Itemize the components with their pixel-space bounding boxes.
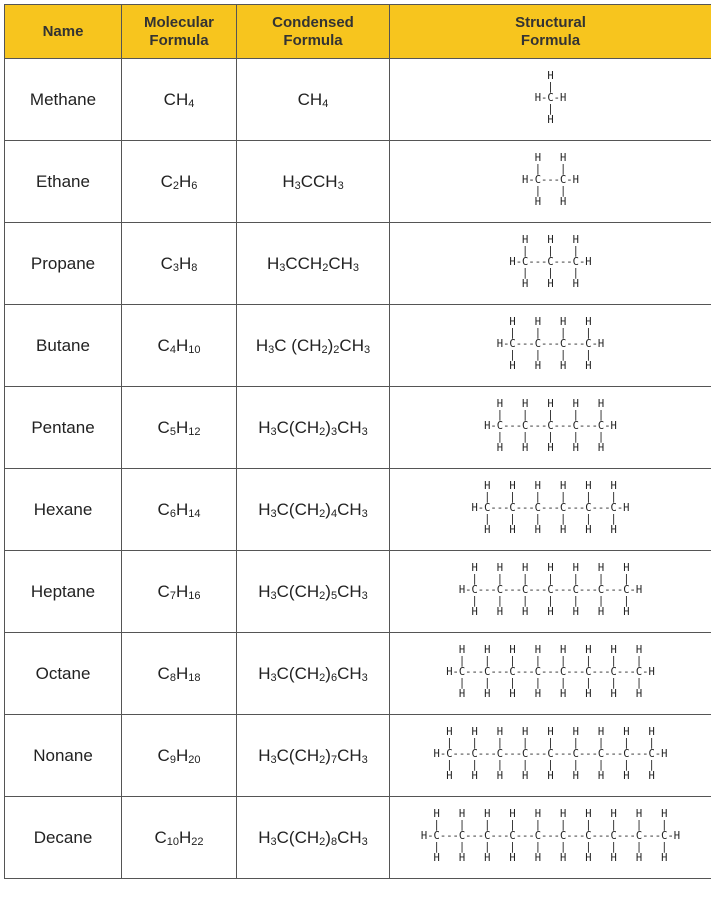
condensed-formula: $H_3C(CH_2)_5CH_3$ — [237, 551, 390, 633]
carbon-chain-diagram: H H H | | | H-C---C---C-H | | | H H H — [509, 234, 592, 290]
alkane-name: Methane — [5, 59, 122, 141]
table-row — [5, 633, 711, 715]
table-row — [5, 223, 711, 305]
molecular-formula: $C_{10}H_{22}$ — [122, 797, 237, 879]
structural-formula — [390, 797, 711, 879]
condensed-formula: $H_3CCH_3$ — [237, 141, 390, 223]
structural-formula — [390, 59, 711, 141]
condensed-formula: $H_3C$ $(CH_2)_2CH_3$ — [237, 305, 390, 387]
header-row — [5, 5, 711, 59]
condensed-formula: $H_3C(CH_2)_4CH_3$ — [237, 469, 390, 551]
structural-formula — [390, 387, 711, 469]
alkane-name: Hexane — [5, 469, 122, 551]
alkane-name: Propane — [5, 223, 122, 305]
carbon-chain-diagram: H | H-C-H | H — [534, 70, 567, 126]
structural-formula — [390, 223, 711, 305]
alkane-name: Decane — [5, 797, 122, 879]
structural-formula — [390, 633, 711, 715]
molecular-formula: $CH_4$ — [122, 59, 237, 141]
alkane-name: Butane — [5, 305, 122, 387]
alkane-name: Octane — [5, 633, 122, 715]
alkane-name: Nonane — [5, 715, 122, 797]
carbon-chain-diagram: H H H H H H | | | | | | H-C---C---C---C---C---C-H | | | | | | H H H H H H — [471, 480, 630, 536]
molecular-formula: $C_3H_8$ — [122, 223, 237, 305]
header-structural-formula: Structural Formula — [390, 5, 711, 59]
carbon-chain-diagram: H H H H H H H H | | | | | | | | H-C---C---C---C---C---C---C---C-H | | | | | | | | H H H H H H H H — [446, 644, 655, 700]
molecular-formula: $C_8H_{18}$ — [122, 633, 237, 715]
header-name: Name — [5, 5, 122, 59]
table-row — [5, 797, 711, 879]
structural-formula — [390, 469, 711, 551]
molecular-formula: $C_4H_{10}$ — [122, 305, 237, 387]
carbon-chain-diagram: H H H H H | | | | | H-C---C---C---C---C-H | | | | | H H H H H — [484, 398, 617, 454]
carbon-chain-diagram: H H H H | | | | H-C---C---C---C-H | | | | H H H H — [496, 316, 605, 372]
carbon-chain-diagram: H H | | H-C---C-H | | H H — [522, 152, 579, 208]
molecular-formula: $C_7H_{16}$ — [122, 551, 237, 633]
alkane-name: Pentane — [5, 387, 122, 469]
molecular-formula: $C_6H_{14}$ — [122, 469, 237, 551]
condensed-formula: $CH_4$ — [237, 59, 390, 141]
molecular-formula: $C_2H_6$ — [122, 141, 237, 223]
table-row — [5, 305, 711, 387]
condensed-formula: $H_3CCH_2CH_3$ — [237, 223, 390, 305]
carbon-chain-diagram: H H H H H H H H H | | | | | | | | | H-C---C---C---C---C---C---C---C---C-H | | | | | | | | | H H H H H H H H H — [433, 726, 668, 782]
structural-formula — [390, 141, 711, 223]
condensed-formula: $H_3C(CH_2)_7CH_3$ — [237, 715, 390, 797]
alkane-name: Heptane — [5, 551, 122, 633]
table-row — [5, 141, 711, 223]
table-row — [5, 59, 711, 141]
molecular-formula: $C_9H_{20}$ — [122, 715, 237, 797]
condensed-formula: $H_3C(CH_2)_6CH_3$ — [237, 633, 390, 715]
table-row — [5, 387, 711, 469]
structural-formula — [390, 305, 711, 387]
carbon-chain-diagram: H H H H H H H H H H | | | | | | | | | | H-C---C---C---C---C---C---C---C---C---C-H | | | | | | | | | | H H H H H H H H H H — [420, 808, 681, 864]
table-row — [5, 469, 711, 551]
structural-formula — [390, 551, 711, 633]
alkane-name: Ethane — [5, 141, 122, 223]
header-molecular-formula: Molecular Formula — [122, 5, 237, 59]
alkanes-table — [4, 4, 711, 879]
condensed-formula: $H_3C(CH_2)_8CH_3$ — [237, 797, 390, 879]
table-row — [5, 551, 711, 633]
carbon-chain-diagram: H H H H H H H | | | | | | | H-C---C---C---C---C---C---C-H | | | | | | | H H H H H H H — [458, 562, 643, 618]
condensed-formula: $H_3C(CH_2)_3CH_3$ — [237, 387, 390, 469]
table-body — [5, 59, 711, 879]
header-condensed-formula: Condensed Formula — [237, 5, 390, 59]
table-row — [5, 715, 711, 797]
molecular-formula: $C_5H_{12}$ — [122, 387, 237, 469]
structural-formula — [390, 715, 711, 797]
